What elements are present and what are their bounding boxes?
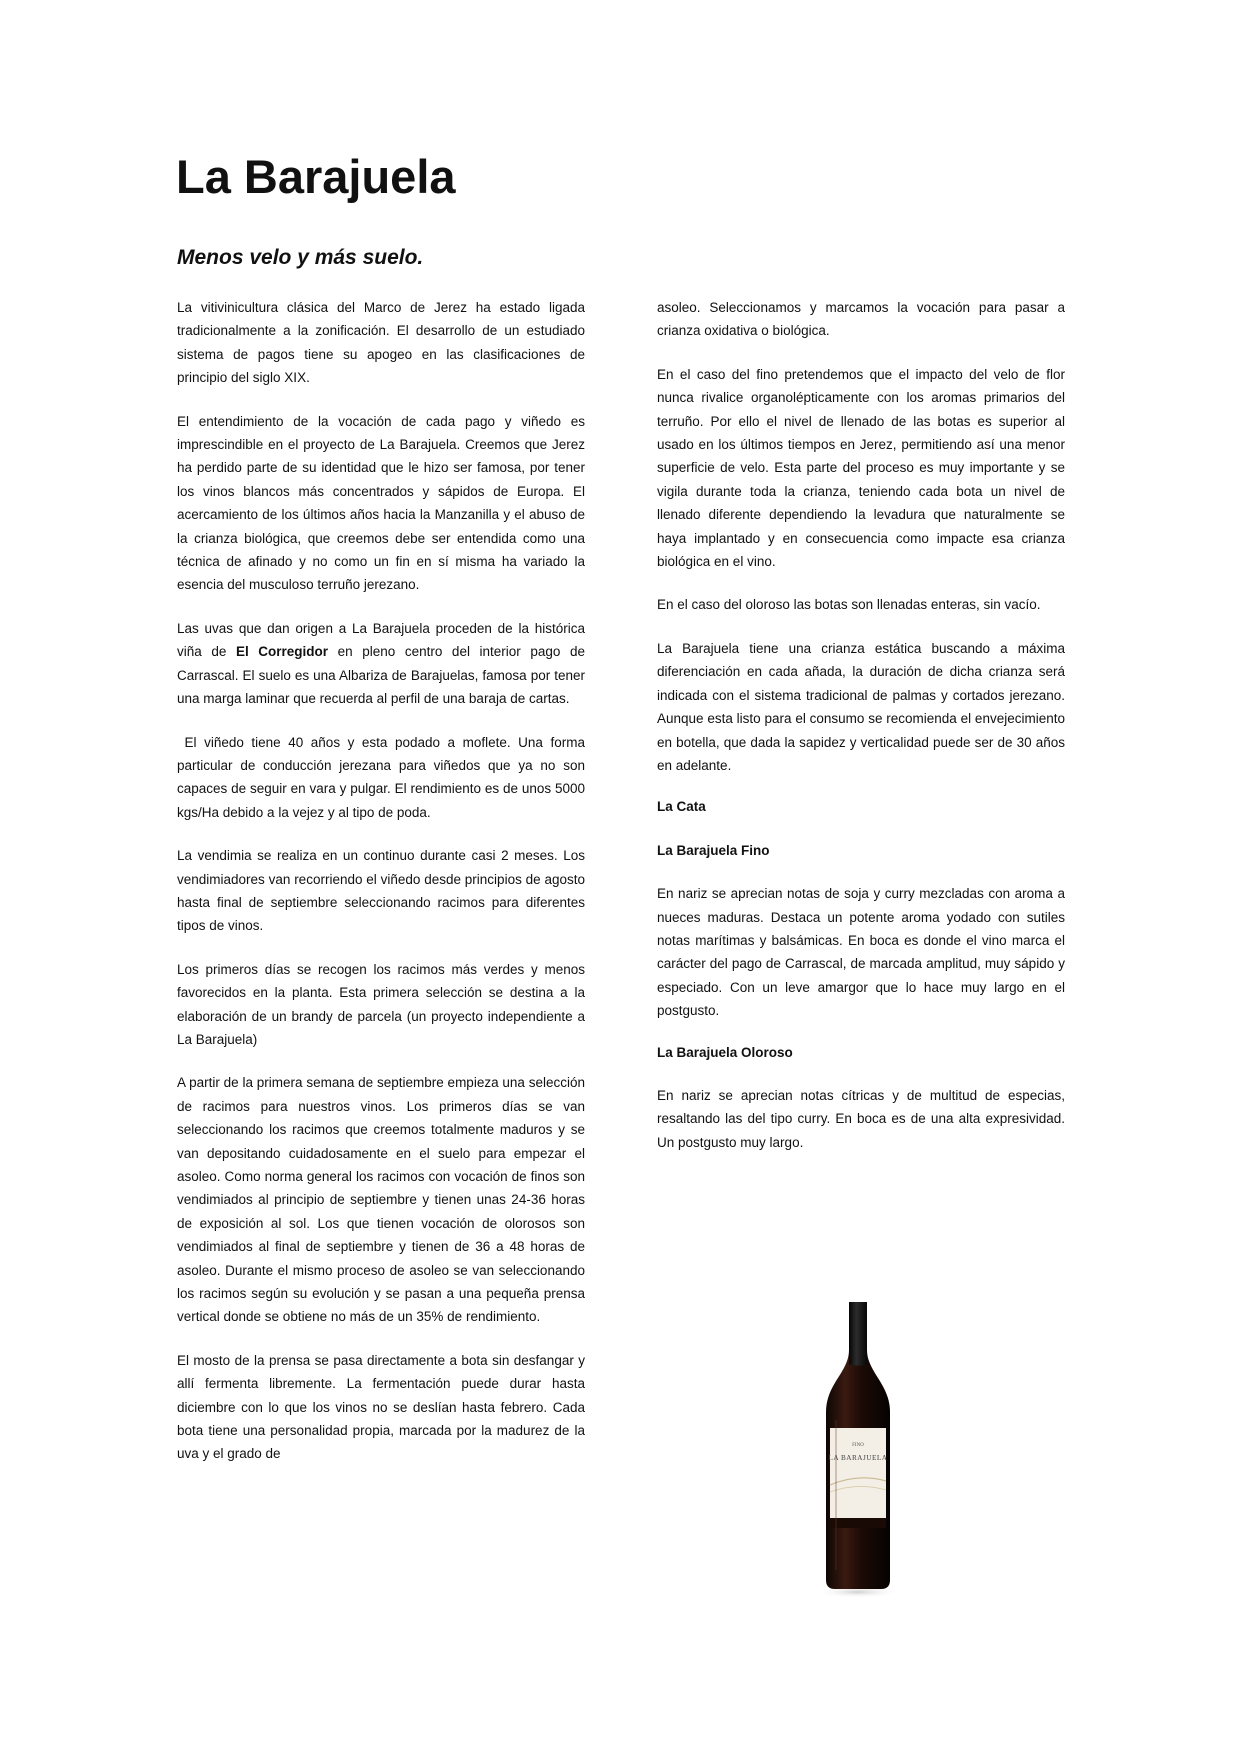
paragraph-uvas	[177, 617, 585, 711]
heading-fino: La Barajuela Fino	[657, 842, 770, 858]
paragraph-uvas-text-b: en pleno centro del interior pago de Carrascal. El suelo es una Albariza de Barajuelas, famosa por tener una marga laminar que recuerda al perfil de una baraja de cartas.	[177, 644, 585, 707]
paragraph-oloroso-botas: En el caso del oloroso las botas son llenadas enteras, sin vacío.	[657, 597, 1041, 613]
paragraph-uvas-text-a: Las uvas que dan origen a La Barajuela proceden de la histórica viña de	[177, 620, 585, 660]
paragraph-seleccion: A partir de la primera semana de septiembre empieza una selección de racimos para nuestros vinos. Los primeros días se van seleccionando los racimos que creemos totalmente maduros y se van depositando cuidadosamente en el suelo para empezar el asoleo. Como norma general los racimos con vocación de finos son vendimiados al principio de septiembre y tienen unas 24-36 horas de exposición al sol. Los que tienen vocación de olorosos son vendimiados al final de septiembre y tienen de 36 a 48 horas de asoleo. Durante el mismo proceso de asoleo se van seleccionando los racimos según su evolución y se pasan a una pequeña prensa vertical donde se obtiene no más de un 35% de rendimiento.	[177, 1075, 585, 1325]
paragraph-primeros-dias: Los primeros días se recogen los racimos más verdes y menos favorecidos en la planta. Esta primera selección se destina a la elaboración de un brandy de parcela (un proyecto independiente a La Barajuela)	[177, 961, 585, 1047]
paragraph-oloroso-cata: En nariz se aprecian notas cítricas y de multitud de especias, resaltando las del tipo curry. En boca es de una alta expresividad. Un postgusto muy largo.	[657, 1087, 1065, 1150]
wine-bottle-image	[818, 1300, 898, 1600]
paragraph-zonificacion: La vitivinicultura clásica del Marco de Jerez ha estado ligada tradicionalmente a la zonificación. El desarrollo de un estudiado sistema de pagos tiene su apogeo en las clasificaciones de principio del siglo XIX.	[177, 300, 585, 386]
vineyard-name: El Corregidor	[235, 644, 329, 660]
paragraph-vinedo: El viñedo tiene 40 años y esta podado a moflete. Una forma particular de conducción jerezana para viñedos que ya no son capaces de seguir en vara y pulgar. El rendimiento es de unos 5000 kgs/Ha debido a la vejez y al tipo de poda.	[177, 734, 589, 820]
right-column	[657, 296, 1065, 1174]
paragraph-fino-cata: En nariz se aprecian notas de soja y curry mezcladas con aroma a nueces maduras. Destaca un potente aroma yodado con sutiles notas marítimas y balsámicas. En boca es donde el vino marca el carácter del pago de Carrascal, de marcada amplitud, muy sápido y especiado. Con un leve amargor que lo hace muy largo en el postgusto.	[657, 886, 1065, 1019]
bottle-label-name: LA BARAJUELA	[828, 1454, 888, 1462]
left-column	[177, 296, 589, 1486]
bottle-label-type: FINO	[852, 1443, 864, 1448]
paragraph-mosto: El mosto de la prensa se pasa directamente a bota sin desfangar y allí fermenta libremente. La fermentación puede durar hasta diciembre con lo que los vinos no se deslían hasta febrero. Cada bota tiene una personalidad propia, marcada por la madurez de la uva y el grado de	[177, 1352, 585, 1462]
heading-la-cata: La Cata	[657, 799, 706, 815]
wine-bottle-icon	[818, 1300, 898, 1600]
page-title: La Barajuela	[176, 150, 456, 203]
paragraph-asoleo: asoleo. Seleccionamos y marcamos la vocación para pasar a crianza oxidativa o biológica.	[657, 300, 1065, 339]
paragraph-vendimia: La vendimia se realiza en un continuo durante casi 2 meses. Los vendimiadores van recorriendo el viñedo desde principios de agosto hasta final de septiembre seleccionando racimos para diferentes tipos de vinos.	[177, 848, 585, 934]
paragraph-vocacion: El entendimiento de la vocación de cada pago y viñedo es imprescindible en el proyecto de La Barajuela. Creemos que Jerez ha perdido parte de su identidad que le hizo ser famosa, por tener los vinos blancos más concentrados y sápidos de Europa. El acercamiento de los últimos años hacia la Manzanilla y el abuso de la crianza biológica, que creemos debe ser entendida como una técnica de afinado y no como un fin en sí misma ha variado la esencia del musculoso terruño jerezano.	[177, 413, 585, 593]
paragraph-fino-velo: En el caso del fino pretendemos que el impacto del velo de flor nunca rivalice organolépticamente con los aromas primarios del terruño. Por ello el nivel de llenado de las botas es superior al usado en los últimos tiempos en Jerez, permitiendo así una menor superficie de velo. Esta parte del proceso es muy importante y se vigila durante toda la crianza, teniendo cada bota un nivel de llenado diferente dependiendo la levadura que naturalmente se haya implantado y en consecuencia como impacte esa crianza biológica en el vino.	[657, 366, 1065, 570]
paragraph-crianza: La Barajuela tiene una crianza estática buscando a máxima diferenciación en cada añada, la duración de dicha crianza será indicada con el sistema tradicional de palmas y cortados jerezano. Aunque esta listo para el consumo se recomienda el envejecimiento en botella, que dada la sapidez y verticalidad puede ser de 30 años en adelante.	[657, 640, 1065, 773]
page-subtitle: Menos velo y más suelo.	[177, 246, 424, 269]
heading-oloroso: La Barajuela Oloroso	[657, 1044, 793, 1060]
